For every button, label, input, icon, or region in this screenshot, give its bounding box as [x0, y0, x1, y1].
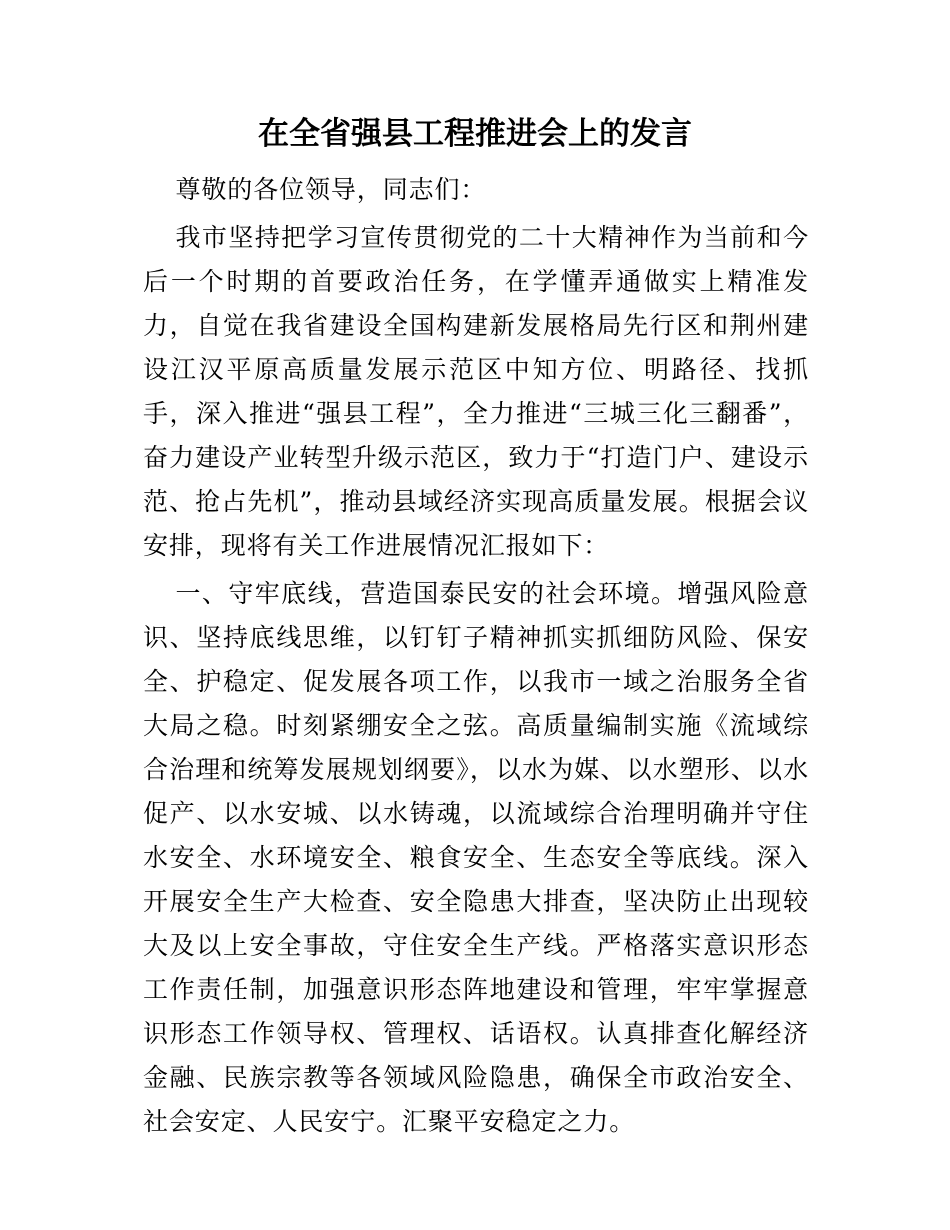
salutation: 尊敬的各位领导，同志们：: [175, 175, 487, 204]
document-body: [143, 168, 809, 1144]
paragraph-section-one: 一、守牢底线，营造国泰民安的社会环境。增强风险意识、坚持底线思维，以钉钉子精神抓实抓细防风险、保安全、护稳定、促发展各项工作，以我市一域之治服务全省大局之稳。时刻紧绷安全之弦。高质量编制实施《流域综合治理和统筹发展规划纲要》，以水为媒、以水塑形、以水促产、以水安城、以水铸魂，以流域综合治理明确并守住水安全、水环境安全、粮食安全、生态安全等底线。深入开展安全生产大检查、安全隐患大排查，坚决防止出现较大及以上安全事故，守住安全生产线。严格落实意识形态工作责任制，加强意识形态阵地建设和管理，牢牢掌握意识形态工作领导权、管理权、话语权。认真排查化解经济金融、民族宗教等各领域风险隐患，确保全市政治安全、社会安定、人民安宁。汇聚平安稳定之力。: [143, 579, 809, 1136]
document-title: 在全省强县工程推进会上的发言: [258, 116, 692, 152]
paragraph-intro: 我市坚持把学习宣传贯彻党的二十大精神作为当前和今后一个时期的首要政治任务，在学懂弄通做实上精准发力，自觉在我省建设全国构建新发展格局先行区和荆州建设江汉平原高质量发展示范区中知方位、明路径、找抓手，深入推进“强县工程”，全力推进“三城三化三翻番”，奋力建设产业转型升级示范区，致力于“打造门户、建设示范、抢占先机”，推动县域经济实现高质量发展。根据会议安排，现将有关工作进展情况汇报如下：: [143, 223, 809, 560]
